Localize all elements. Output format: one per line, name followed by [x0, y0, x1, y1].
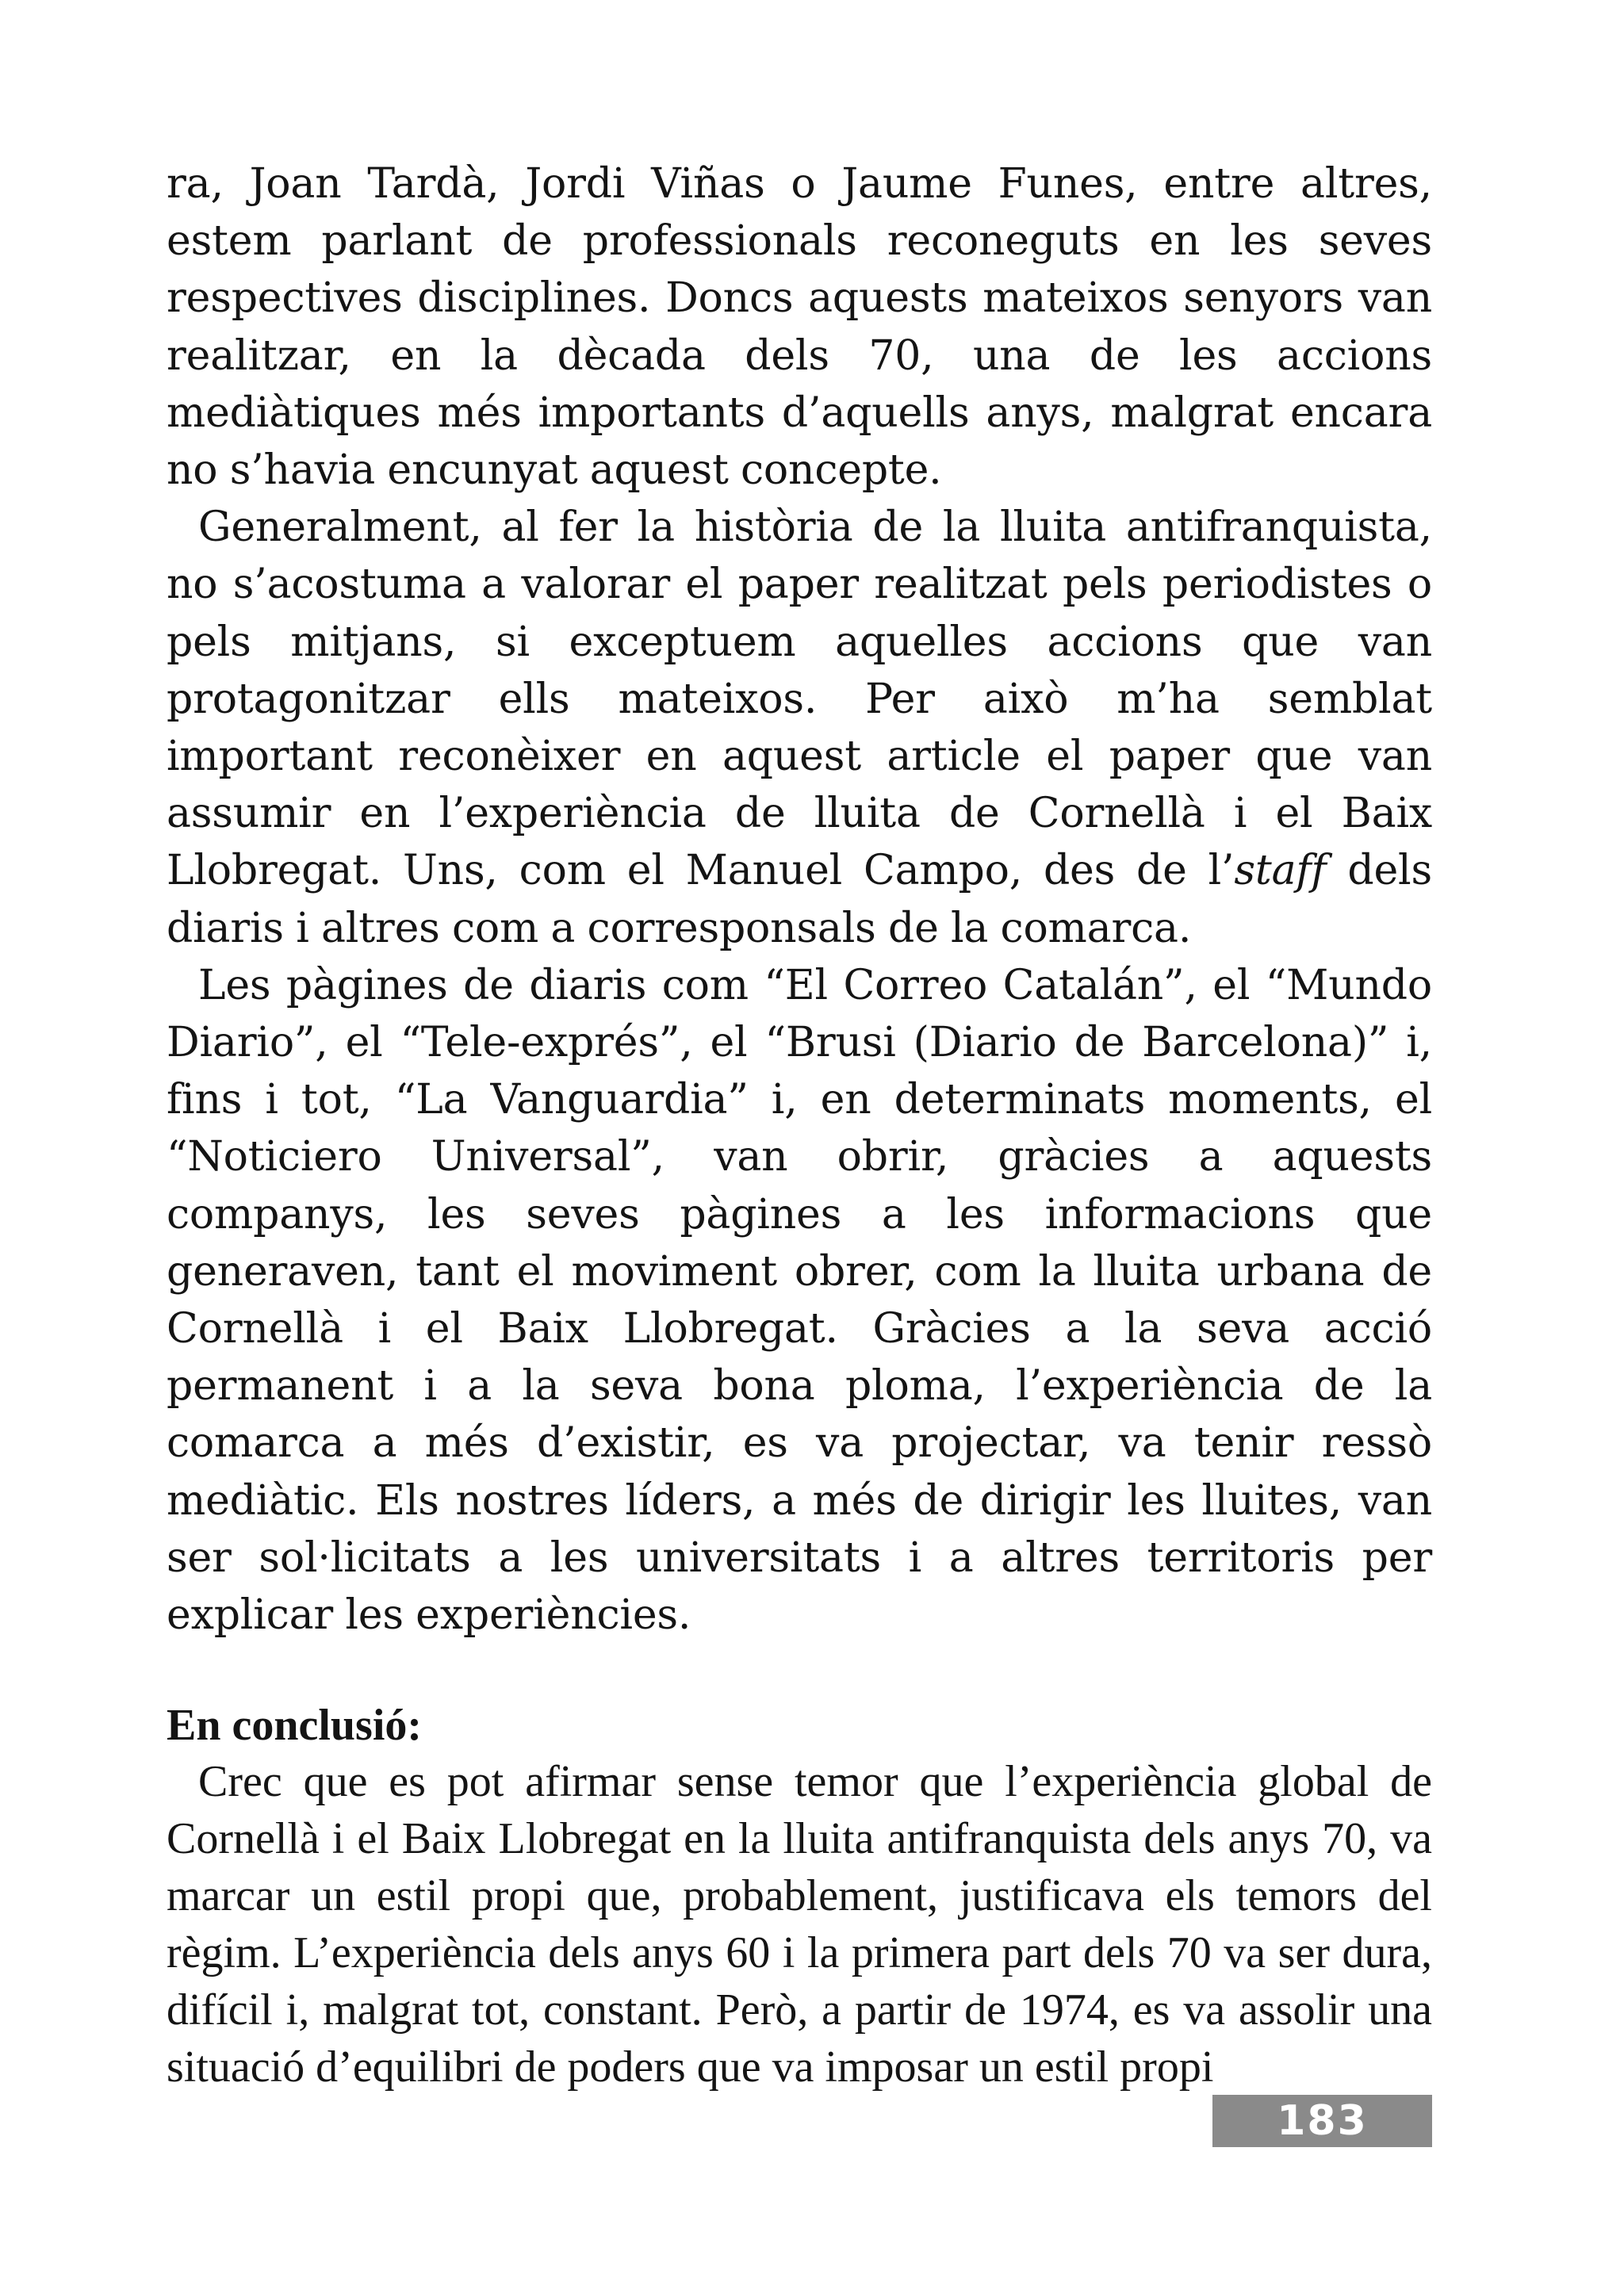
section-heading: En conclusió:: [167, 1701, 423, 1751]
paragraph-1: ra, Joan Tardà, Jordi Viñas o Jaume Funes, entre altres, estem parlant de professionals reconeguts en les seves respectives disciplines. Doncs aquests mateixos senyors van realitzar, en la dècada dels 70, una de les accions mediàtiques més importants d’aquells anys, malgrat encara no s’havia encunyat aquest concepte.: [167, 160, 1432, 495]
page-content: [167, 155, 1432, 2096]
paragraph-2-italic: staff: [1234, 847, 1327, 895]
paragraph-2: [167, 499, 1432, 957]
paragraph-3: Les pàgines de diaris com “El Correo Catalán”, el “Mundo Diario”, el “Tele-exprés”, el “Brusi (Diario de Barcelona)” i, fins i tot, “La Vanguardia” i, en determinats moments, el “Noticiero Universal”, van obrir, gràcies a aquests companys, les seves pàgines a les informacions que generaven, tant el moviment obrer, com la lluita urbana de Cornellà i el Baix Llobregat. Gràcies a la seva acció permanent i a la seva bona ploma, l’experiència de la comarca a més d’existir, es va projectar, va tenir ressò mediàtic. Els nostres líders, a més de dirigir les lluites, van ser sol·licitats a les universitats i a altres territoris per explicar les experiències.: [167, 961, 1432, 1640]
paragraph-4: Crec que es pot afirmar sense temor que l’experiència global de Cornellà i el Baix Llobregat en la lluita antifranquista dels anys 70, va marcar un estil propi que, probablement, justificava els temors del règim. L’experiència dels anys 60 i la primera part dels 70 va ser dura, difícil i, malgrat tot, constant. Però, a partir de 1974, es va assolir una situació d’equilibri de poders que va imposar un estil propi: [167, 1757, 1432, 2092]
paragraph-2-text-a: Generalment, al fer la història de la lluita antifranquista, no s’acostuma a valorar el paper realitzat pels periodistes o pels mitjans, si exceptuem aquelles accions que van protagonitzar ells mateixos. Per això m’ha semblat important reconèixer en aquest article el paper que van assumir en l’experiència de lluita de Cornellà i el Baix Llobregat. Uns, com el Manuel Campo, des de l’: [167, 503, 1432, 895]
paragraph-2-text-b: dels diaris i altres com a corresponsals de la comarca.: [167, 847, 1432, 952]
page-number: 183: [1212, 2095, 1432, 2147]
